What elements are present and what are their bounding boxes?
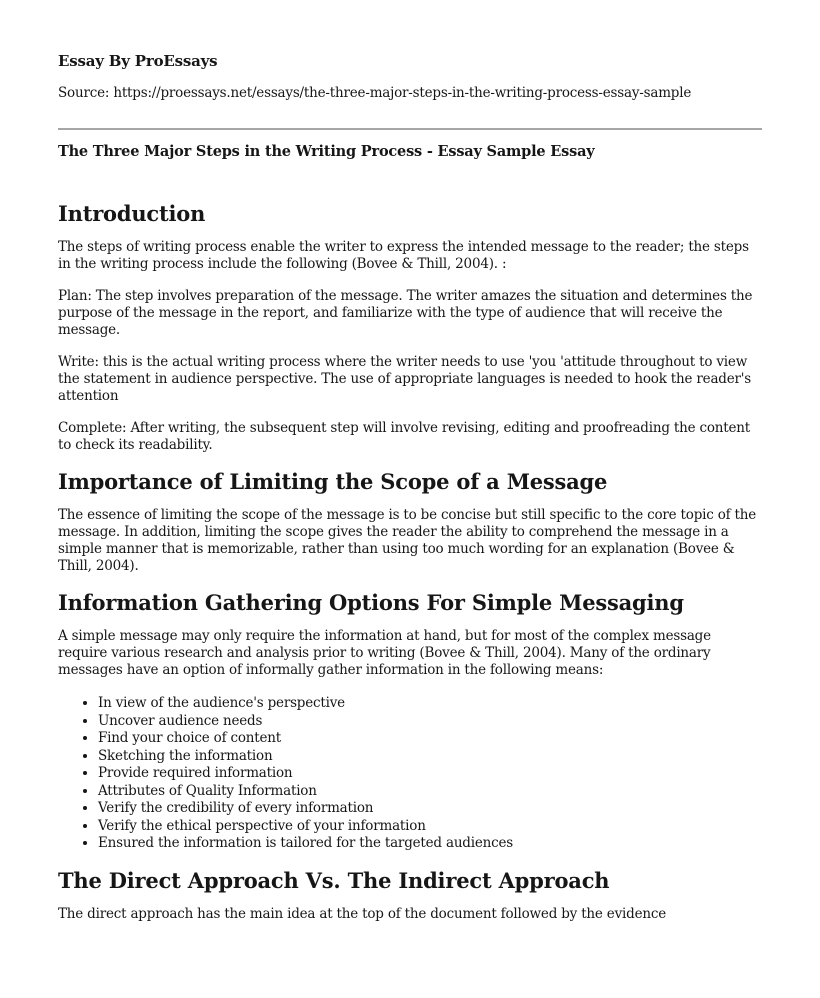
source-url-link[interactable]: https://proessays.net/essays/the-three-major-steps-in-the-writing-process-essay-sample [113, 85, 692, 101]
source-line [58, 85, 762, 103]
divider [58, 128, 762, 130]
essay-body [58, 202, 762, 923]
section-scope [58, 470, 762, 575]
byline: Essay By ProEssays [58, 52, 218, 70]
bullet-item: • Ensured the information is tailored for the targeted audiences [98, 835, 762, 853]
source-label: Source: [58, 85, 110, 101]
bullet-item: • Attributes of Quality Information [98, 783, 762, 801]
bullet-item: • Uncover audience needs [98, 713, 762, 731]
bullet-item: • Verify the credibility of every information [98, 800, 762, 818]
paragraph: The steps of writing process enable the writer to express the intended message to the reader; the steps in the writing process include the following (Bovee & Thill, 2004). : [58, 238, 749, 272]
paragraph: The direct approach has the main idea at the top of the document followed by the evidence [58, 905, 666, 922]
paragraph: Plan: The step involves preparation of the message. The writer amazes the situation and determines the purpose of the message in the report, and familiarize with the type of audience that will receive the message. [58, 287, 753, 338]
bullet-item: • Find your choice of content [98, 730, 762, 748]
bullet-item: • Verify the ethical perspective of your information [98, 818, 762, 836]
paragraph: A simple message may only require the information at hand, but for most of the complex message require various research and analysis prior to writing (Bovee & Thill, 2004). Many of the ordinary messages have an option of informally gather information in the following means: [58, 628, 711, 679]
bullet-item: • Sketching the information [98, 748, 762, 766]
section-heading-scope: Importance of Limiting the Scope of a Message [58, 468, 608, 494]
section-approach [58, 869, 762, 923]
section-heading-gathering: Information Gathering Options For Simple Messaging [58, 589, 684, 615]
document-title: The Three Major Steps in the Writing Process - Essay Sample Essay [58, 142, 595, 160]
section-heading-approach: The Direct Approach Vs. The Indirect Approach [58, 867, 610, 893]
bullet-item: • Provide required information [98, 765, 762, 783]
paragraph: Complete: After writing, the subsequent step will involve revising, editing and proofreading the content to check its readability. [58, 419, 750, 453]
section-heading-introduction: Introduction [58, 200, 206, 226]
paragraph: The essence of limiting the scope of the message is to be concise but still specific to the core topic of the message. In addition, limiting the scope gives the reader the ability to comprehend the message in a simple manner that is memorizable, rather than using too much wording for an explanation (Bovee & Thill, 2004). [58, 506, 757, 574]
section-gathering [58, 591, 762, 853]
bullet-item: • In view of the audience's perspective [98, 695, 762, 713]
bullet-list [58, 695, 762, 853]
section-introduction [58, 202, 762, 454]
paragraph: Write: this is the actual writing process where the writer needs to use 'you 'attitude throughout to view the statement in audience perspective. The use of appropriate languages is needed to hook the reader's attention [58, 353, 752, 404]
